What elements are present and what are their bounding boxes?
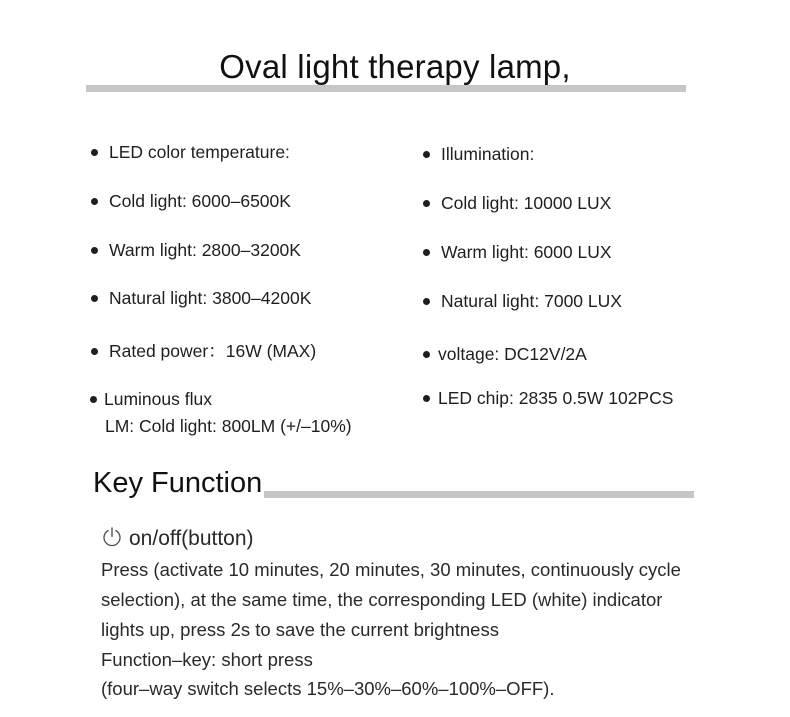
spec-item bbox=[423, 385, 673, 411]
bullet-icon bbox=[423, 395, 430, 402]
spec-text: LED chip: 2835 0.5W 102PCS bbox=[438, 388, 674, 408]
title-underline bbox=[86, 85, 686, 92]
spec-item bbox=[91, 139, 290, 165]
spec-item bbox=[91, 338, 316, 364]
bullet-icon bbox=[423, 200, 430, 207]
description-line: Press (activate 10 minutes, 20 minutes, 30 minutes, continuously cycle bbox=[101, 559, 681, 580]
spec-item bbox=[423, 288, 622, 314]
spec-text: LED color temperature: bbox=[109, 142, 290, 162]
bullet-icon bbox=[423, 298, 430, 305]
spec-item bbox=[90, 386, 212, 412]
spec-item bbox=[423, 190, 611, 216]
bullet-icon bbox=[423, 151, 430, 158]
button-label-text: on/off(button) bbox=[129, 527, 254, 550]
bullet-icon bbox=[91, 198, 98, 205]
description-line: selection), at the same time, the corresponding LED (white) indicator bbox=[101, 589, 663, 610]
spec-text: Cold light: 10000 LUX bbox=[441, 193, 612, 213]
bullet-icon bbox=[91, 247, 98, 254]
spec-text: Rated power：16W (MAX) bbox=[109, 341, 317, 361]
spec-text: Warm light: 6000 LUX bbox=[441, 242, 612, 262]
page-title: Oval light therapy lamp, bbox=[219, 48, 571, 85]
spec-text: Warm light: 2800–3200K bbox=[109, 240, 301, 260]
description-line: lights up, press 2s to save the current brightness bbox=[101, 619, 499, 640]
spec-text: Luminous flux bbox=[104, 389, 212, 409]
description-line: Function–key: short press bbox=[101, 649, 313, 670]
power-icon bbox=[101, 526, 123, 548]
spec-text-line2: LM: Cold light: 800LM (+/–10%) bbox=[105, 416, 352, 436]
spec-item bbox=[423, 141, 534, 167]
bullet-icon bbox=[91, 348, 98, 355]
bullet-icon bbox=[90, 396, 97, 403]
bullet-icon bbox=[423, 249, 430, 256]
spec-text: Natural light: 7000 LUX bbox=[441, 291, 622, 311]
section-heading: Key Function bbox=[93, 467, 263, 499]
spec-text: Cold light: 6000–6500K bbox=[109, 191, 291, 211]
spec-item bbox=[91, 285, 311, 311]
description-line: (four–way switch selects 15%–30%–60%–100%–OFF). bbox=[101, 678, 555, 699]
spec-item bbox=[423, 239, 612, 265]
bullet-icon bbox=[91, 149, 98, 156]
spec-item bbox=[91, 237, 301, 263]
spec-text: Natural light: 3800–4200K bbox=[109, 288, 312, 308]
spec-item bbox=[423, 341, 587, 367]
bullet-icon bbox=[423, 351, 430, 358]
onoff-button-label bbox=[101, 527, 254, 551]
spec-text: Illumination: bbox=[441, 144, 535, 164]
bullet-icon bbox=[91, 295, 98, 302]
spec-text: voltage: DC12V/2A bbox=[438, 344, 587, 364]
spec-item bbox=[91, 188, 291, 214]
